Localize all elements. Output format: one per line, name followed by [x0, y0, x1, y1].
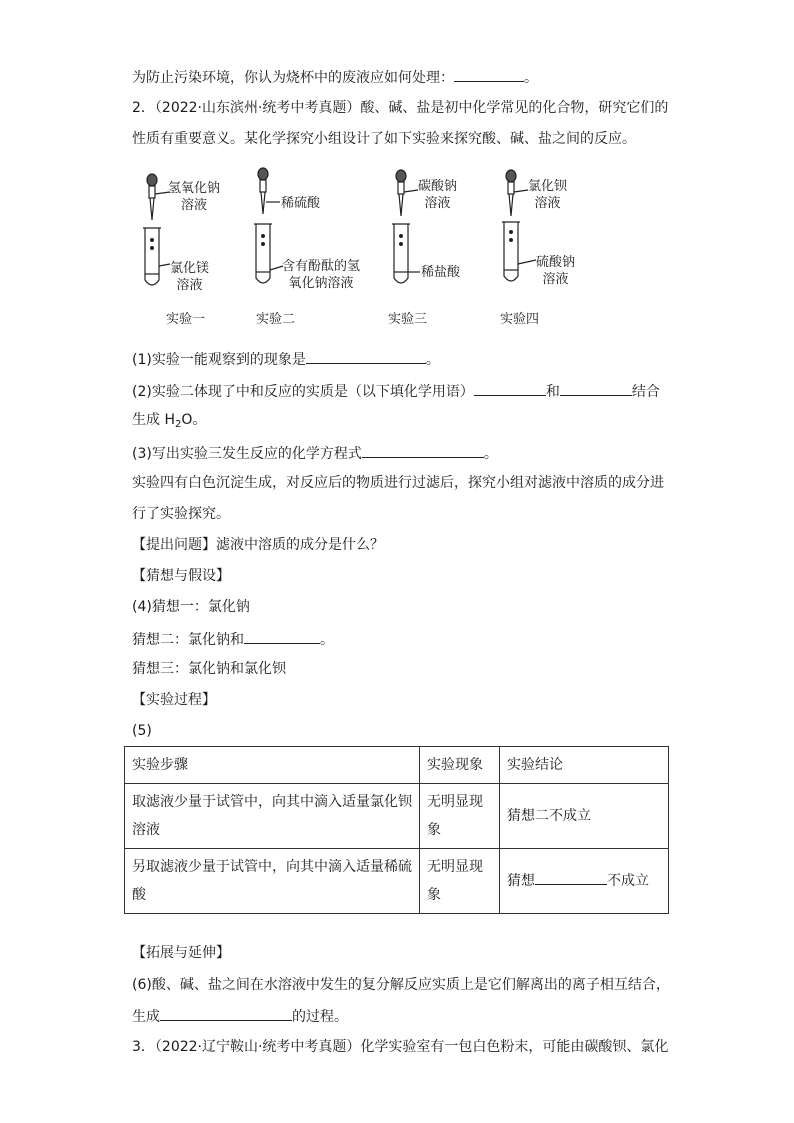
dropper-1: [147, 174, 157, 220]
subq-2-cont: 生成 $H_2O$。: [132, 412, 207, 430]
answer-blank[interactable]: [362, 442, 484, 458]
dropper-2: [258, 168, 268, 214]
dropper-3: [396, 170, 406, 216]
heading-process: 【实验过程】: [132, 692, 216, 708]
tube-label-2: 含有酚酞的氢 氧化钠溶液: [282, 259, 361, 291]
dropper-label-1: 氢氧化钠 溶液: [168, 181, 221, 213]
subq-3: (3)写出实验三发生反应的化学方程式 。: [132, 442, 498, 464]
conclusion-cell: 猜想 不成立: [500, 849, 669, 914]
experiment-table: [124, 746, 669, 914]
dropper-label-2: 稀硫酸: [281, 196, 321, 211]
phenomenon-cell: 无明显现象: [420, 849, 500, 914]
heading-guess: 【猜想与假设】: [132, 568, 230, 584]
tube-label-4: 硫酸钠 溶液: [536, 255, 576, 287]
q1-tail-line: 为防止污染环境，你认为烧杯中的废液应如何处理： 。: [132, 66, 538, 88]
guess-3: 猜想三：氯化钠和氯化钡: [132, 661, 286, 677]
dropper-label-3: 碳酸钠 溶液: [418, 179, 458, 211]
phenomenon-cell: 无明显现象: [420, 784, 500, 849]
dropper-label-4: 氯化钡 溶液: [528, 179, 568, 211]
guess-1: (4)猜想一：氯化钠: [132, 599, 250, 615]
subq-6-cont: 生成 的过程。: [132, 1005, 348, 1027]
header-steps: 实验步骤: [125, 747, 420, 784]
answer-blank[interactable]: [244, 628, 320, 644]
tube-label-3: 稀盐酸: [421, 265, 461, 280]
subq-6: (6)酸、碱、盐之间在水溶液中发生的复分解反应实质上是它们解离出的离子相互结合，: [132, 977, 670, 993]
answer-blank[interactable]: [160, 1005, 292, 1021]
answer-blank[interactable]: [535, 869, 607, 885]
test-tube-2: [254, 224, 272, 283]
heading-extension: 【拓展与延伸】: [132, 945, 230, 961]
table-row: [125, 784, 669, 849]
caption-exp-4: 实验四: [500, 312, 540, 327]
test-tube-4: [502, 222, 520, 281]
caption-exp-3: 实验三: [388, 312, 428, 327]
caption-exp-2: 实验二: [256, 312, 296, 327]
test-tube-1: [143, 228, 161, 285]
answer-blank[interactable]: [306, 348, 426, 364]
exp4-desc-2: 行了实验探究。: [132, 506, 230, 522]
caption-exp-1: 实验一: [166, 312, 206, 327]
header-phenomenon: 实验现象: [420, 747, 500, 784]
table-header-row: [125, 747, 669, 784]
exp4-desc-1: 实验四有白色沉淀生成，对反应后的物质进行过滤后，探究小组对滤液中溶质的成分进: [132, 475, 664, 491]
tube-label-1: 氯化镁 溶液: [170, 261, 210, 293]
q2-intro-line-2: 性质有重要意义。某化学探究小组设计了如下实验来探究酸、碱、盐之间的反应。: [132, 131, 636, 147]
subq-5-number: (5): [132, 723, 152, 739]
experiment-figure: [130, 162, 600, 337]
q3-intro: 3．（2022·辽宁鞍山·统考中考真题）化学实验室有一包白色粉末，可能由碳酸钡、氯化: [132, 1039, 669, 1055]
answer-blank[interactable]: [454, 66, 524, 82]
subq-1: (1)实验一能观察到的现象是 。: [132, 348, 440, 370]
header-conclusion: 实验结论: [500, 747, 669, 784]
subq-2: (2)实验二体现了中和反应的实质是（以下填化学用语） 和 结合: [132, 380, 660, 402]
q2-intro-line-1: 2．（2022·山东滨州·统考中考真题）酸、碱、盐是初中化学常见的化合物，研究它们的: [132, 100, 669, 116]
guess-2: 猜想二：氯化钠和 。: [132, 628, 334, 650]
step-cell: 取滤液少量于试管中，向其中滴入适量氯化钡溶液: [125, 784, 420, 849]
table-row: [125, 849, 669, 914]
answer-blank[interactable]: [560, 380, 632, 396]
q1-text: 为防止污染环境，你认为烧杯中的废液应如何处理：: [132, 70, 454, 86]
test-tube-3: [392, 224, 410, 283]
heading-question: 【提出问题】滤液中溶质的成分是什么？: [132, 537, 384, 553]
dropper-4: [506, 170, 516, 216]
conclusion-cell: 猜想二不成立: [500, 784, 669, 849]
step-cell: 另取滤液少量于试管中，向其中滴入适量稀硫酸: [125, 849, 420, 914]
answer-blank[interactable]: [474, 380, 546, 396]
